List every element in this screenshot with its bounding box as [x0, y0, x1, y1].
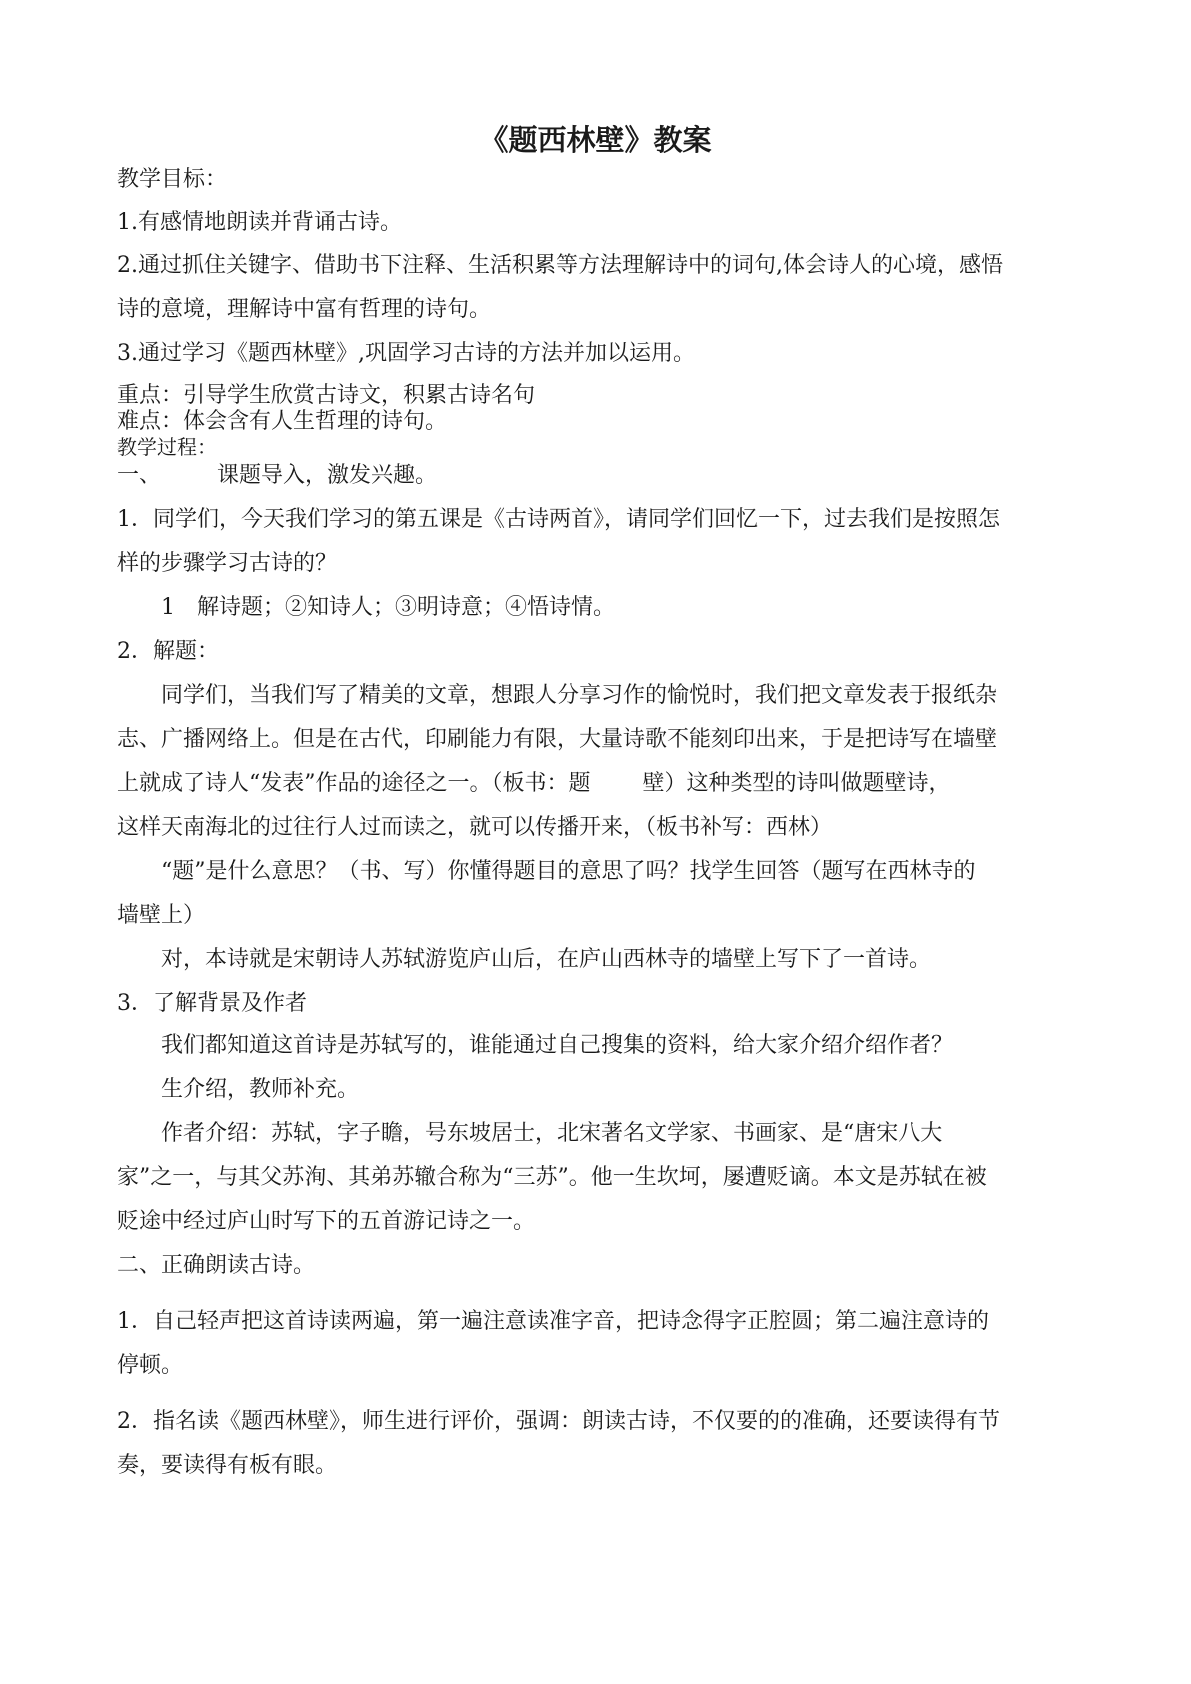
objective-3: 3.通过学习《题西林壁》,巩固学习古诗的方法并加以运用。	[117, 341, 695, 366]
steps-list-text: 解诗题；②知诗人；③明诗意；④悟诗情。	[197, 595, 616, 620]
step-3-para2: 生介绍，教师补充。	[161, 1077, 360, 1102]
section-1-number: 一、	[117, 463, 162, 488]
step-2-para1-line4: 这样天南海北的过往行人过而读之，就可以传播开来，（板书补写：西林）	[117, 815, 833, 840]
objective-2-line1: 2.通过抓住关键字、借助书下注释、生活积累等方法理解诗中的词句,体会诗人的心境，感悟	[117, 253, 1003, 278]
key-point: 重点：引导学生欣赏古诗文，积累古诗名句	[117, 383, 536, 408]
step-3-para1: 我们都知道这首诗是苏轼写的，谁能通过自己搜集的资料，给大家介绍介绍作者？	[161, 1033, 954, 1058]
author-intro-line3: 贬途中经过庐山时写下的五首游记诗之一。	[117, 1209, 536, 1234]
author-intro-line2: 家”之一，与其父苏洵、其弟苏辙合称为“三苏”。他一生坎坷，屡遭贬谪。本文是苏轼在被	[117, 1165, 987, 1190]
step-1-line2: 样的步骤学习古诗的？	[117, 551, 338, 576]
steps-list-number: 1	[161, 595, 175, 620]
section-2-heading: 二、正确朗读古诗。	[117, 1253, 316, 1278]
step-2-para1-line2: 志、广播网络上。但是在古代，印刷能力有限，大量诗歌不能刻印出来，于是把诗写在墙壁	[117, 727, 998, 752]
step-2-para3: 对，本诗就是宋朝诗人苏轼游览庐山后，在庐山西林寺的墙壁上写下了一首诗。	[161, 947, 932, 972]
objectives-heading: 教学目标：	[117, 167, 228, 192]
document-title: 《题西林壁》教案	[479, 123, 712, 157]
reading-step-2-line2: 奏，要读得有板有眼。	[117, 1453, 338, 1478]
board-note-start: 上就成了诗人“发表”作品的途径之一。（板书：题	[117, 771, 591, 796]
process-heading: 教学过程：	[117, 435, 217, 459]
step-1-line1: 1．同学们，今天我们学习的第五课是《古诗两首》，请同学们回忆一下，过去我们是按照怎	[117, 507, 1001, 532]
objective-1: 1.有感情地朗读并背诵古诗。	[117, 210, 402, 235]
step-2-para2-line2: 墙壁上）	[117, 903, 206, 928]
reading-step-1-line2: 停顿。	[117, 1353, 184, 1378]
reading-step-2-line1: 2．指名读《题西林壁》，师生进行评价，强调：朗读古诗，不仅要的的准确，还要读得有节	[117, 1409, 1001, 1434]
step-2-para2-line1: “题”是什么意思？（书、写）你懂得题目的意思了吗？找学生回答（题写在西林寺的	[161, 859, 976, 884]
reading-step-1-line1: 1．自己轻声把这首诗读两遍，第一遍注意读准字音，把诗念得字正腔圆；第二遍注意诗的	[117, 1309, 990, 1334]
section-1-heading	[117, 458, 437, 489]
objective-2-line2: 诗的意境，理解诗中富有哲理的诗句。	[117, 297, 492, 322]
step-2-para1-line3	[117, 766, 951, 797]
section-1-title: 课题导入，激发兴趣。	[217, 463, 438, 488]
step-2-heading: 2．解题：	[117, 639, 219, 664]
steps-list	[161, 590, 615, 621]
step-2-para1-line1: 同学们，当我们写了精美的文章，想跟人分享习作的愉悦时，我们把文章发表于报纸杂	[161, 683, 998, 708]
author-intro-line1: 作者介绍：苏轼，字子瞻，号东坡居士，北宋著名文学家、书画家、是“唐宋八大	[161, 1121, 943, 1146]
difficult-point: 难点：体会含有人生哲理的诗句。	[117, 409, 448, 434]
step-3-heading: 3．了解背景及作者	[117, 991, 307, 1016]
board-note-end: 壁）这种类型的诗叫做题壁诗，	[642, 771, 951, 796]
